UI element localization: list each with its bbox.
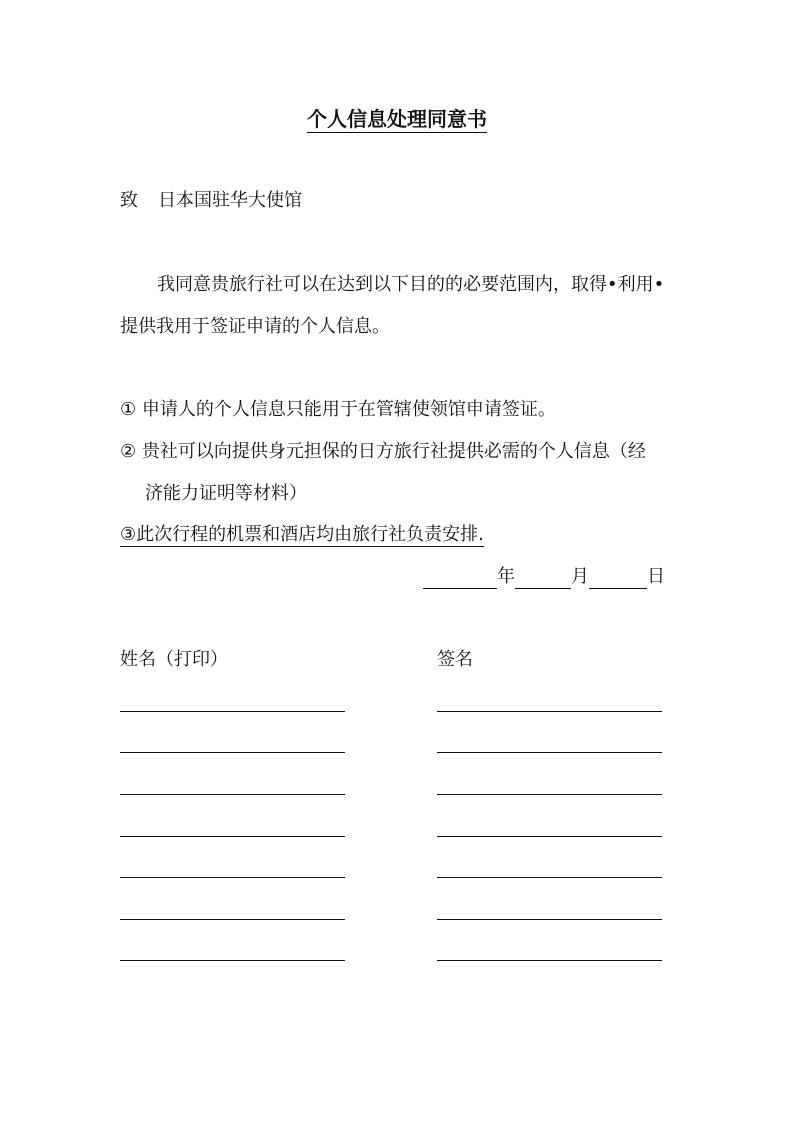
date-line (423, 565, 665, 589)
signature-label: 签名 (437, 649, 473, 670)
year-label: 年 (497, 566, 515, 587)
document-title: 个人信息处理同意书 (307, 107, 487, 131)
signature-line[interactable] (437, 877, 662, 878)
day-label: 日 (647, 566, 665, 587)
year-blank[interactable] (423, 566, 497, 589)
addressee: 日本国驻华大使馆 (158, 190, 302, 211)
item-3 (120, 523, 484, 547)
month-blank[interactable] (515, 566, 571, 589)
signature-line[interactable] (437, 960, 662, 961)
item-3-text: ③此次行程的机票和酒店均由旅行社负责安排. (120, 524, 484, 545)
name-line[interactable] (120, 919, 345, 920)
intro-line-1: 我同意贵旅行社可以在达到以下目的的必要范围内，取得•利用• (157, 274, 665, 295)
name-line[interactable] (120, 752, 345, 753)
name-print-label: 姓名（打印） (120, 649, 228, 670)
day-blank[interactable] (589, 566, 647, 589)
name-line[interactable] (120, 877, 345, 878)
signature-line[interactable] (437, 711, 662, 712)
month-label: 月 (571, 566, 589, 587)
name-line[interactable] (120, 836, 345, 837)
item-2-line-1: ② 贵社可以向提供身元担保的日方旅行社提供必需的个人信息（经 (120, 441, 646, 462)
name-line[interactable] (120, 960, 345, 961)
addressee-prefix: 致 (120, 190, 138, 211)
signature-line[interactable] (437, 919, 662, 920)
signature-line[interactable] (437, 752, 662, 753)
item-2-line-2: 济能力证明等材料） (145, 483, 307, 504)
item-1: ① 申请人的个人信息只能用于在管辖使领馆申请签证。 (120, 399, 556, 420)
name-line[interactable] (120, 711, 345, 712)
signature-line[interactable] (437, 836, 662, 837)
signature-line[interactable] (437, 794, 662, 795)
name-line[interactable] (120, 794, 345, 795)
intro-line-2: 提供我用于签证申请的个人信息。 (120, 316, 390, 337)
